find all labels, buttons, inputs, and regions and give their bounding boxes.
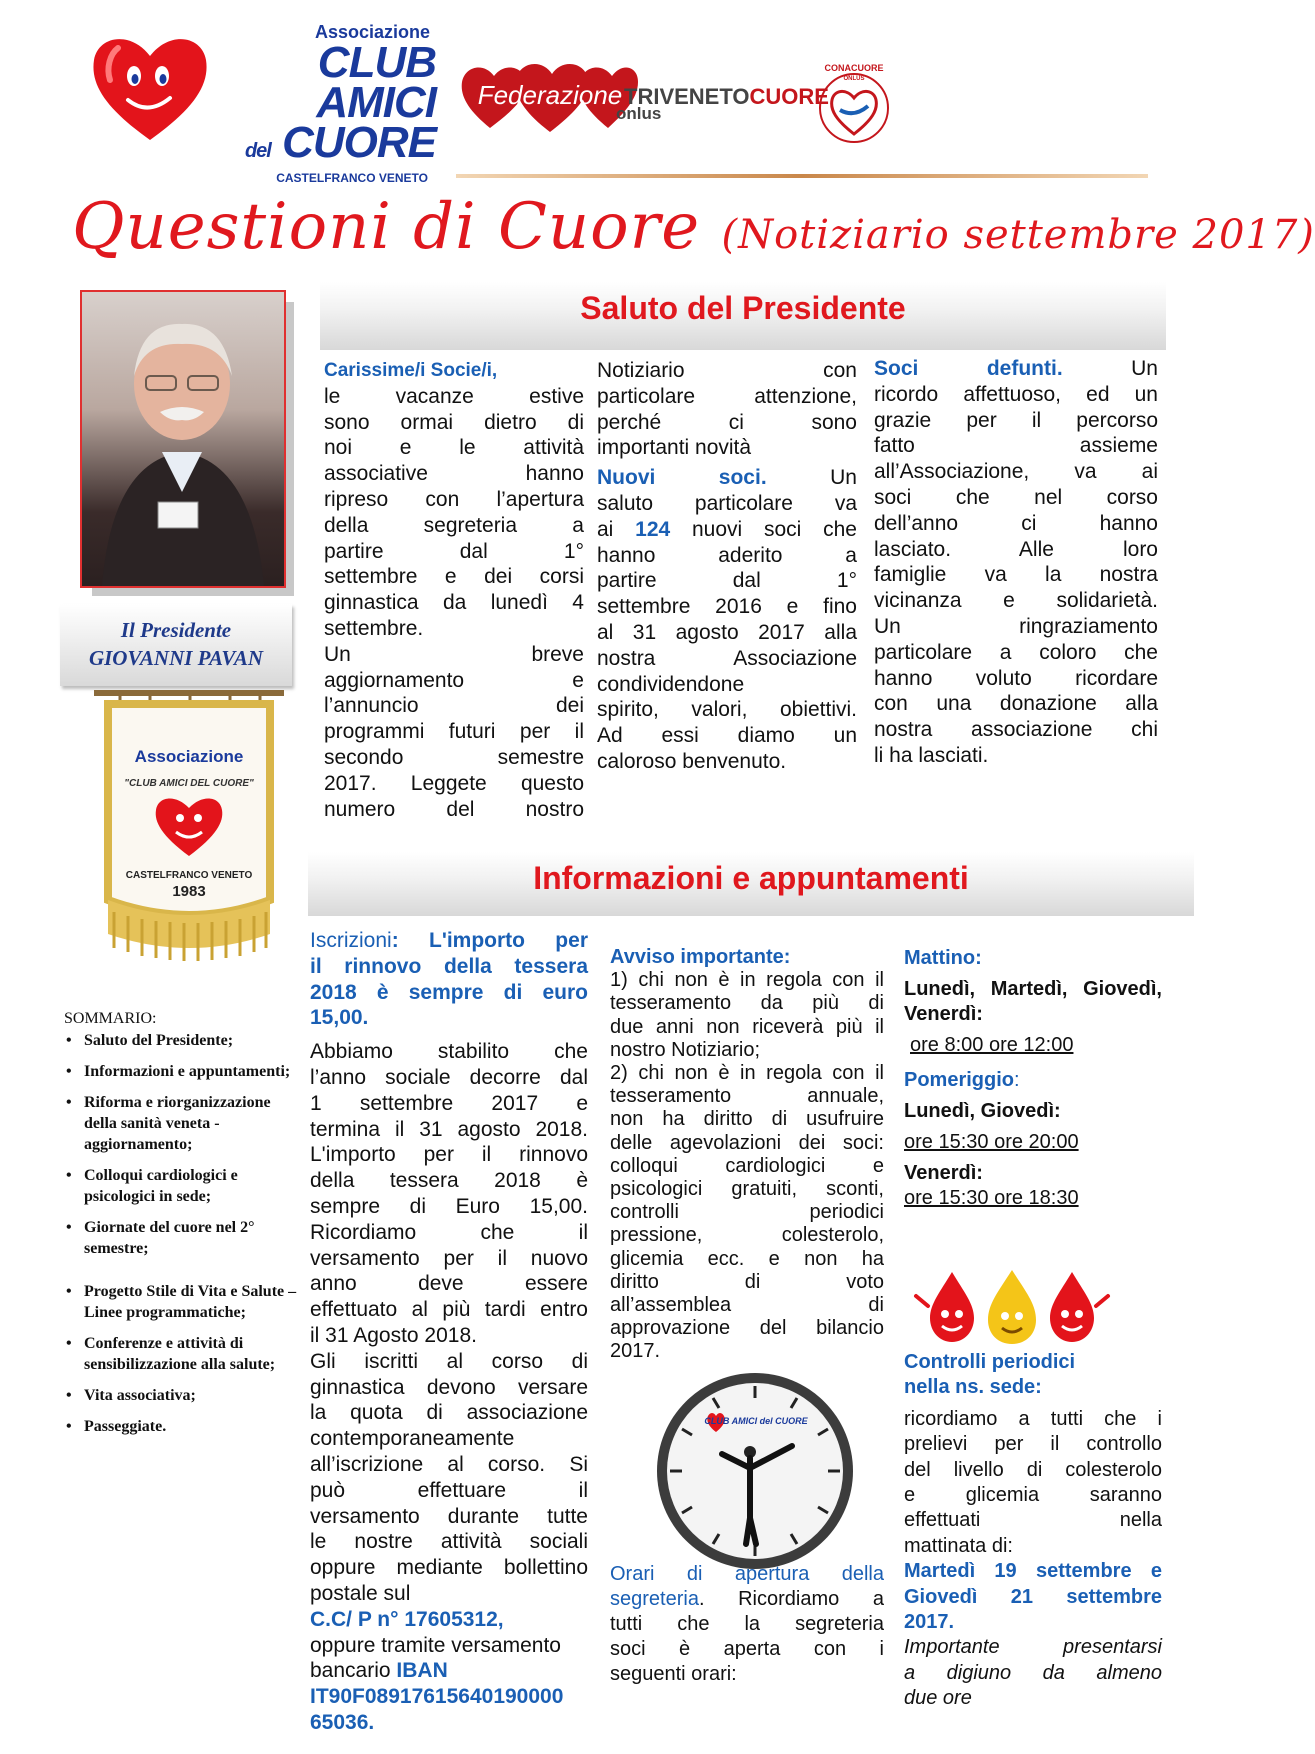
logo-association-line: Associazione (314, 22, 430, 42)
pomeriggio-label: Pomeriggio (904, 1069, 1015, 1091)
controlli-date: 2017. (904, 1611, 955, 1634)
venerdi-hours: ore 15:30 ore 18:30 (904, 1187, 1079, 1209)
text-line: ginnastica devono versare (310, 1375, 588, 1399)
text-line: termina il 31 agosto 2018. (310, 1117, 588, 1141)
banner-association-text: Associazione (134, 747, 244, 766)
triveneto-cuore-word: CUORE (749, 84, 829, 109)
orari-label: Orari di apertura della (610, 1563, 884, 1585)
text-fragment: bancario (310, 1659, 391, 1683)
text-line: all’iscrizione al corso. Si (310, 1452, 588, 1476)
text-line: particolare attenzione, (597, 384, 857, 408)
text-line: tutti che la segreteria (610, 1613, 884, 1635)
logo-del-line: del (244, 140, 271, 162)
controlli-label-2: nella ns. sede: (904, 1376, 1042, 1399)
text-line: Ricordiamo che il (310, 1220, 588, 1244)
avviso-label: Avviso importante: (610, 946, 791, 968)
text-fragment: : (1014, 1069, 1020, 1091)
association-banner-image (90, 686, 288, 962)
text-line: associative hanno (324, 462, 584, 486)
text-line: ginnastica da lunedì 4 (324, 591, 584, 615)
text-line: all’Associazione, va ai (874, 460, 1158, 484)
newsletter-title (72, 190, 1315, 264)
text-line: può effettuare il (310, 1478, 588, 1502)
summary-box (64, 1010, 304, 1447)
text-line: lasciato. Alle loro (874, 537, 1158, 561)
text-line: Un ringraziamento (874, 614, 1158, 638)
section-heading-saluto: Saluto del Presidente (320, 282, 1166, 350)
text-line: importanti novità (597, 436, 752, 460)
text-fragment: Un (830, 466, 857, 490)
header-divider (456, 174, 1148, 178)
conacuore-onlus: ONLUS (843, 76, 865, 82)
iscrizioni-heading-line (310, 928, 588, 954)
text-line: 2) chi non è in regola con il (610, 1062, 884, 1085)
controlli-note: due ore (904, 1687, 972, 1710)
text-line: tesseramento annuale, (610, 1085, 884, 1108)
saluto-column-2 (597, 358, 857, 775)
mattino-hours: ore 8:00 ore 12:00 (910, 1034, 1074, 1056)
text-line: le nostre attività sociali (310, 1530, 588, 1554)
newsletter-subtitle: (Notiziario settembre 2017) (721, 212, 1315, 258)
federazione-text: Federazione (477, 80, 623, 110)
text-line: le vacanze estive (324, 384, 584, 408)
venerdi-label: Venerdì: (904, 1162, 983, 1184)
text-line: grazie per il percorso (874, 408, 1158, 432)
text-line: perché ci sono (597, 410, 857, 434)
text-line: del livello di colesterolo (904, 1458, 1162, 1481)
president-portrait-illustration (82, 292, 284, 586)
text-fragment: : L'importo per (391, 929, 588, 952)
text-line: caloroso benvenuto. (597, 749, 787, 773)
banner-city-text: CASTELFRANCO VENETO (125, 870, 253, 881)
text-line: ricordiamo a tutti che i (904, 1407, 1162, 1430)
summary-item: • Progetto Stile di Vita e Salute – Linee programmatiche; (84, 1281, 304, 1323)
text-line: aggiornamento e (324, 668, 584, 692)
text-line: all’assemblea di (610, 1294, 884, 1317)
text-line: psicologici gratuiti, sconti, (610, 1178, 884, 1201)
text-line: sono ormai dietro di (324, 410, 584, 434)
text-line: anno deve essere (310, 1272, 588, 1296)
text-line: 2017. (610, 1340, 661, 1363)
summary-item: • Conferenze e attività di sensibilizzazione alla salute; (84, 1333, 304, 1375)
iban-number: IT90F08917615640190000 (310, 1685, 564, 1709)
text-line: della tessera 2018 è (310, 1169, 588, 1193)
text-line: prelievi per il controllo (904, 1433, 1162, 1456)
text-line: secondo semestre (324, 745, 584, 769)
text-line: settembre e dei corsi (324, 565, 584, 589)
summary-list (64, 1030, 304, 1437)
nuovi-soci-count-line (597, 517, 857, 543)
text-line: colloqui cardiologici e (610, 1154, 884, 1177)
text-line: Notiziario con (597, 359, 857, 382)
logo-club-line: CLUB (317, 38, 436, 87)
greeting: Carissime/i Socie/i, (324, 360, 498, 381)
text-line: Un breve (324, 642, 584, 666)
text-fragment: . Ricordiamo a (698, 1588, 884, 1610)
text-line: il 31 Agosto 2018. (310, 1323, 477, 1347)
text-line: 1) chi non è in regola con il (610, 969, 884, 992)
president-caption (60, 604, 292, 686)
text-line: vicinanza e solidarietà. (874, 589, 1158, 613)
saluto-column-3 (874, 356, 1158, 769)
smiling-drops-icon (912, 1266, 1112, 1346)
info-column-1 (310, 928, 588, 1736)
new-members-count: 124 (635, 517, 671, 541)
controlli-column (904, 1350, 1162, 1712)
text-line: settembre 2016 e fino (597, 595, 857, 619)
banner-club-text: "CLUB AMICI DEL CUORE" (124, 778, 254, 789)
federazione-hearts-logo (460, 58, 640, 134)
text-line: fatto assieme (874, 434, 1158, 458)
banner-year-text: 1983 (172, 883, 206, 900)
summary-item: • Informazioni e appuntamenti; (84, 1061, 304, 1082)
text-line: effettuati nella (904, 1509, 1162, 1532)
iscrizioni-line: 15,00. (310, 1006, 369, 1030)
text-line: l’annuncio dei (324, 694, 584, 718)
president-label: Il Presidente (120, 618, 232, 642)
text-line: sempre di Euro 15,00. (310, 1194, 588, 1218)
club-heart-logo (88, 28, 212, 148)
text-line: particolare a coloro che (874, 640, 1158, 664)
orari-intro (610, 1562, 884, 1687)
text-fragment: ai (597, 517, 614, 541)
postal-account-number: C.C/ P n° 17605312, (310, 1607, 504, 1631)
text-line: l’anno sociale decorre dal (310, 1065, 588, 1089)
orari-column (904, 946, 1162, 1211)
logo-amici-line: AMICI (316, 78, 436, 127)
text-line: seguenti orari: (610, 1663, 737, 1685)
text-line: partire dal 1° (324, 539, 584, 563)
pomeriggio-hours: ore 15:30 ore 20:00 (904, 1131, 1079, 1153)
text-line: nostra associazione chi (874, 718, 1158, 742)
iscrizioni-label: Iscrizioni (310, 929, 392, 952)
controlli-note: a digiuno da almeno (904, 1661, 1162, 1684)
text-line: due anni non riceverà più il (610, 1015, 884, 1038)
summary-item: • Giornate del cuore nel 2° semestre; (84, 1217, 304, 1259)
text-line: soci è aperta con i (610, 1638, 884, 1660)
text-line: 1 settembre 2017 e (310, 1091, 588, 1115)
mattino-label: Mattino: (904, 947, 982, 969)
orari-label-end: segreteria (610, 1588, 699, 1610)
text-line: partire dal 1° (597, 569, 857, 593)
info-column-2 (610, 946, 884, 1364)
controlli-date: Martedì 19 settembre e (904, 1560, 1162, 1583)
club-name-logo (236, 22, 436, 185)
controlli-date: Giovedì 21 settembre (904, 1585, 1162, 1608)
nuovi-soci-line (597, 465, 857, 491)
iscrizioni-line: 2018 è sempre di euro (310, 980, 588, 1004)
text-line: hanno voluto ricordare (874, 666, 1158, 690)
text-line: famiglie va la nostra (874, 563, 1158, 587)
text-line: li ha lasciati. (874, 743, 989, 767)
triveneto-onlus: onlus (616, 104, 662, 123)
text-line: controlli periodici (610, 1201, 884, 1224)
iban-number-end: 65036. (310, 1710, 375, 1734)
text-line: della segreteria a (324, 513, 584, 537)
text-line: L'importo per il rinnovo (310, 1143, 588, 1167)
soci-defunti-label: Soci defunti. (874, 357, 1063, 380)
text-line: effettuato al più tardi entro (310, 1298, 588, 1322)
conacuore-title: CONACUORE (824, 63, 884, 73)
text-line: programmi futuri per il (324, 720, 584, 744)
text-line: pressione, colesterolo, (610, 1224, 884, 1247)
mattino-days: Lunedì, Martedì, Giovedì, Venerdì: (904, 978, 1162, 1025)
summary-item: • Passeggiate. (84, 1416, 304, 1437)
newsletter-title-main: Questioni di Cuore (72, 190, 701, 264)
text-line: oppure tramite versamento (310, 1633, 561, 1657)
text-fragment: nuovi soci che (692, 517, 857, 541)
text-line: settembre. (324, 616, 424, 640)
text-line: ricordo affettuoso, ed un (874, 382, 1158, 406)
president-name: GIOVANNI PAVAN (88, 646, 264, 670)
text-line: al 31 agosto 2017 alla (597, 620, 857, 644)
text-line: Ad essi diamo un (597, 724, 857, 748)
triveneto-word: TRIVENETO (624, 84, 750, 109)
president-photo (80, 290, 286, 588)
text-line: tesseramento da più di (610, 992, 884, 1015)
clock-illustration (652, 1368, 858, 1574)
text-line: condividendone (597, 672, 745, 696)
text-line: dell’anno ci hanno (874, 511, 1158, 535)
nuovi-soci-label: Nuovi soci. (597, 466, 767, 490)
text-line: Gli iscritti al corso di (310, 1349, 588, 1373)
text-line: saluto particolare va (597, 491, 857, 515)
text-line: versamento per il nuovo (310, 1246, 588, 1270)
text-line: nostra Associazione (597, 646, 857, 670)
conacuore-logo (810, 60, 898, 148)
text-line: versamento durante tutte (310, 1504, 588, 1528)
section-heading-informazioni: Informazioni e appuntamenti (308, 852, 1194, 916)
text-line: la quota di associazione (310, 1401, 588, 1425)
controlli-note: Importante presentarsi (904, 1636, 1162, 1659)
text-line: contemporaneamente (310, 1427, 515, 1451)
text-line: oppure mediante bollettino (310, 1556, 588, 1580)
text-line: diritto di voto (610, 1270, 884, 1293)
text-line: spirito, valori, obiettivi. (597, 698, 857, 722)
text-line: mattinata di: (904, 1534, 1013, 1557)
text-line: Abbiamo stabilito che (310, 1040, 588, 1064)
summary-item: • Riforma e riorganizzazione della sanità veneta - aggiornamento; (84, 1092, 304, 1155)
iban-label: IBAN (396, 1659, 448, 1683)
orari-line (610, 1587, 884, 1612)
saluto-column-1 (324, 358, 584, 822)
text-line: non ha diritto di usufruire (610, 1108, 884, 1131)
text-line: numero del nostro (324, 797, 584, 821)
text-line: glicemia ecc. e non ha (610, 1247, 884, 1270)
iscrizioni-line: il rinnovo della tessera (310, 954, 588, 978)
text-line: delle agevolazioni dei soci: (610, 1131, 884, 1154)
soci-defunti-line (874, 356, 1158, 382)
text-line: nostro Notiziario; (610, 1038, 761, 1061)
summary-item: • Vita associativa; (84, 1385, 304, 1406)
logo-cuore-line: CUORE (282, 118, 436, 167)
bancario-line (310, 1658, 588, 1684)
text-line: 2017. Leggete questo (324, 771, 584, 795)
text-line: soci che nel corso (874, 485, 1158, 509)
text-line: e glicemia saranno (904, 1484, 1162, 1507)
pomeriggio-line (904, 1068, 1162, 1093)
logo-city-line: CASTELFRANCO VENETO (276, 171, 428, 185)
summary-title: SOMMARIO: (64, 1010, 157, 1027)
clock-logo-text: CLUB AMICI del CUORE (704, 1416, 808, 1426)
controlli-label: Controlli periodici (904, 1351, 1076, 1373)
text-fragment: Un (1131, 357, 1158, 380)
text-line: hanno aderito a (597, 543, 857, 567)
text-line: con una donazione alla (874, 692, 1158, 716)
text-line: approvazione del bilancio (610, 1317, 884, 1340)
summary-item: • Colloqui cardiologici e psicologici in sede; (84, 1165, 304, 1207)
summary-item: • Saluto del Presidente; (84, 1030, 304, 1051)
text-line: postale sul (310, 1581, 411, 1605)
text-line: ripreso con l’apertura (324, 487, 584, 511)
text-line: noi e le attività (324, 436, 584, 460)
pomeriggio-days: Lunedì, Giovedì: (904, 1100, 1061, 1122)
